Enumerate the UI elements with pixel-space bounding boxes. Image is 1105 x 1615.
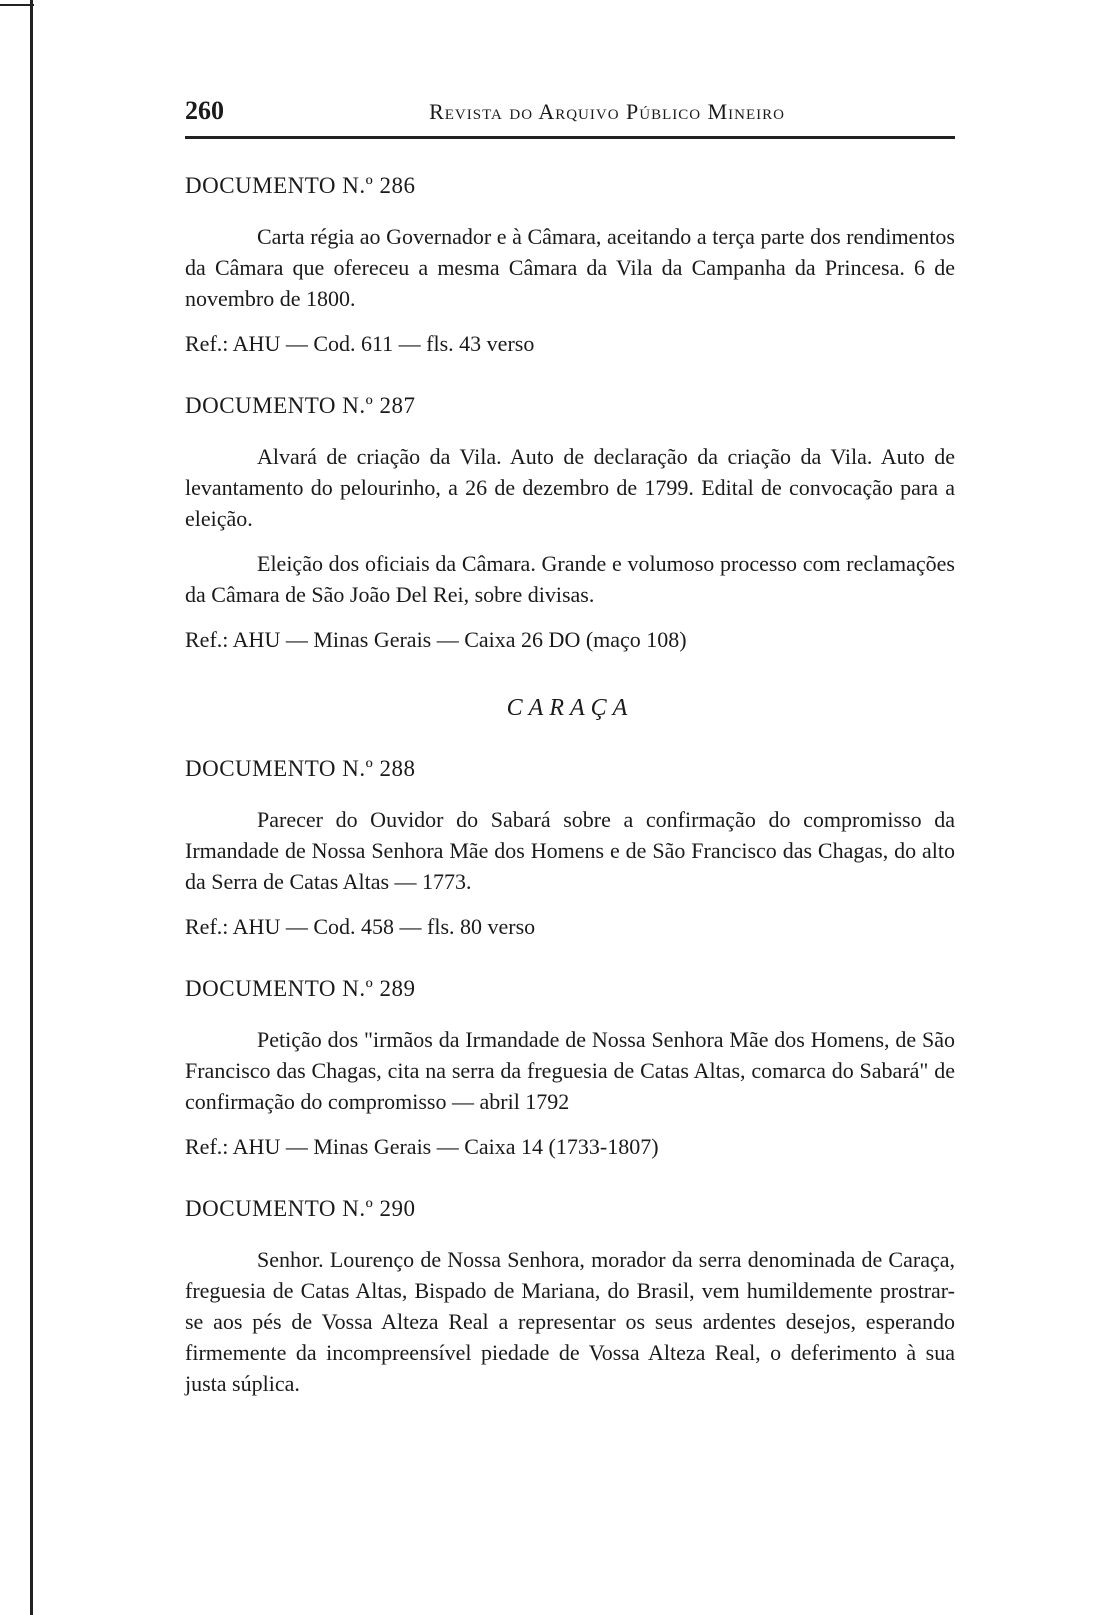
document-heading: DOCUMENTO N.º 287 <box>185 393 416 418</box>
page-edge-line <box>30 0 33 1615</box>
document-entry <box>185 173 955 359</box>
header-rule <box>185 136 955 139</box>
section-title: CARAÇA <box>506 695 634 721</box>
document-paragraph: Carta régia ao Governador e à Câmara, aceitando a terça parte dos rendimentos da Câmara que ofereceu a mesma Câmara da Vila da Campanha da Princesa. 6 de novembro de 1800. <box>185 224 955 311</box>
document-paragraph: Parecer do Ouvidor do Sabará sobre a confirmação do compromisso da Irmandade de Nossa Senhora Mãe dos Homens e de São Francisco das Chagas, do alto da Serra de Catas Altas — 1773. <box>185 807 955 894</box>
document-heading: DOCUMENTO N.º 288 <box>185 756 416 781</box>
page-edge-tick <box>0 4 34 6</box>
page-header <box>185 96 955 126</box>
running-title: Revista do Arquivo Público Mineiro <box>429 99 785 124</box>
page-content <box>185 96 955 1413</box>
document-reference: Ref.: AHU — Cod. 458 — fls. 80 verso <box>185 914 536 939</box>
document-entry <box>185 393 955 655</box>
document-entry <box>185 1196 955 1399</box>
document-paragraph: Alvará de criação da Vila. Auto de declaração da criação da Vila. Auto de levantamento do pelourinho, a 26 de dezembro de 1799. Edital de convocação para a eleição. <box>185 444 955 531</box>
document-paragraph: Senhor. Lourenço de Nossa Senhora, morador da serra denominada de Caraça, freguesia de Catas Altas, Bispado de Mariana, do Brasil, vem humildemente prostrar-se aos pés de Vossa Alteza Real a representar os seus ardentes desejos, esperando firmemente da incompreensível piedade de Vossa Alteza Real, o deferimento à sua justa súplica. <box>185 1247 955 1396</box>
document-heading: DOCUMENTO N.º 286 <box>185 173 416 198</box>
document-heading: DOCUMENTO N.º 289 <box>185 976 416 1001</box>
document-reference: Ref.: AHU — Minas Gerais — Caixa 14 (1733-1807) <box>185 1134 659 1159</box>
document-reference: Ref.: AHU — Minas Gerais — Caixa 26 DO (maço 108) <box>185 627 687 652</box>
document-heading: DOCUMENTO N.º 290 <box>185 1196 416 1221</box>
document-reference: Ref.: AHU — Cod. 611 — fls. 43 verso <box>185 331 535 356</box>
page-number: 260 <box>185 96 224 125</box>
document-paragraph: Eleição dos oficiais da Câmara. Grande e volumoso processo com reclamações da Câmara de São João Del Rei, sobre divisas. <box>185 551 955 607</box>
document-entry <box>185 976 955 1162</box>
document-entry <box>185 756 955 942</box>
document-paragraph: Petição dos "irmãos da Irmandade de Nossa Senhora Mãe dos Homens, de São Francisco das Chagas, cita na serra da freguesia de Catas Altas, comarca do Sabará" de confirmação do compromisso — abril 1792 <box>185 1027 955 1114</box>
